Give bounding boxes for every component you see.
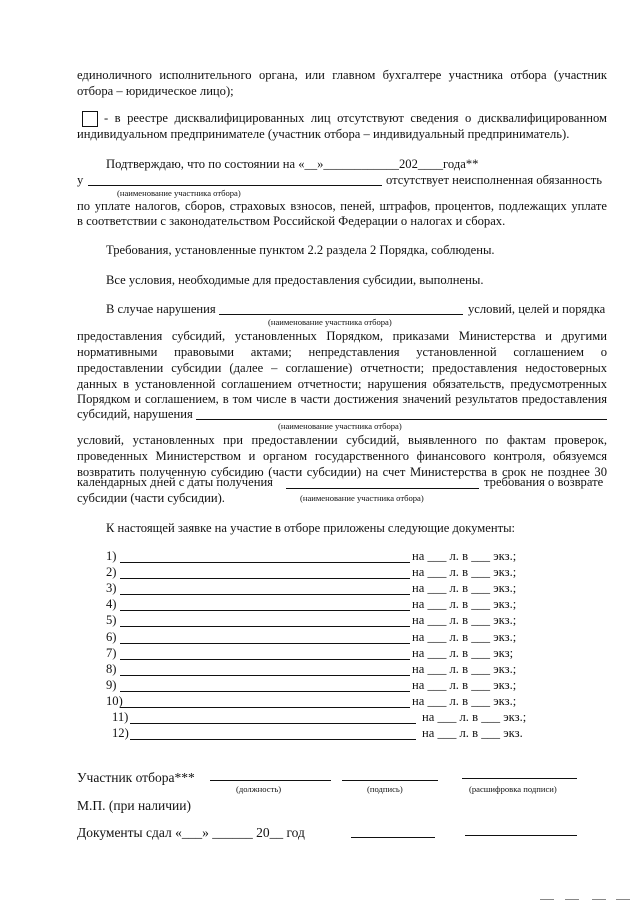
document-name-field[interactable] <box>130 723 416 724</box>
participant-label: Участник отбора*** <box>77 770 195 785</box>
document-name-field[interactable] <box>120 643 410 644</box>
paragraph-line: в соответствии с законодательством Российской Федерации о налогах и сборах. <box>77 214 506 228</box>
violation-participant-field-2[interactable] <box>196 419 607 420</box>
scan-mark <box>565 899 579 900</box>
document-pages-copies: на ___ л. в ___ экз.; <box>422 710 527 724</box>
signature-caption: (подпись) <box>367 784 403 794</box>
confirmation-date-line: Подтверждаю, что по состоянии на «__»____________202____года** <box>106 157 479 171</box>
document-pages-copies: на ___ л. в ___ экз.; <box>412 677 517 692</box>
document-pages-copies: на ___ л. в ___ экз.; <box>412 629 517 644</box>
field-caption: (наименование участника отбора) <box>300 493 424 503</box>
submitted-decoding-field[interactable] <box>465 835 577 836</box>
paragraph-line: данных в установленной соглашением отчетности; нарушения обязательств, предусмотренных <box>77 377 607 391</box>
conditions-statement: Все условия, необходимые для предоставления субсидии, выполнены. <box>106 273 484 287</box>
document-pages-copies: на ___ л. в ___ экз.; <box>412 661 517 676</box>
paragraph-line: субсидий, нарушения <box>77 407 193 421</box>
document-number: 9) <box>106 677 117 692</box>
paragraph-line: нормативными правовыми актами; непредставления установленной соглашением о <box>77 345 607 359</box>
paragraph-line: проведенных Министерством и органом государственного финансового контроля, обязуемся <box>77 449 607 463</box>
requirements-statement: Требования, установленные пунктом 2.2 раздела 2 Порядка, соблюдены. <box>106 243 495 257</box>
document-name-field[interactable] <box>120 578 410 579</box>
confirmation-absent: отсутствует неисполненная обязанность <box>386 173 602 187</box>
signature-field[interactable] <box>342 780 438 781</box>
document-name-field[interactable] <box>130 739 416 740</box>
document-number: 1) <box>106 549 117 563</box>
document-name-field[interactable] <box>120 675 410 676</box>
violation-end: условий, целей и порядка <box>468 302 606 316</box>
document-name-field[interactable] <box>120 707 410 708</box>
field-caption: (наименование участника отбора) <box>117 188 241 198</box>
document-name-field[interactable] <box>120 626 410 627</box>
submitted-line: Документы сдал «___» ______ 20__ год <box>77 825 305 840</box>
paragraph-line: календарных дней с даты получения <box>77 475 273 489</box>
violation-participant-field[interactable] <box>219 314 463 315</box>
paragraph-line: субсидии (части субсидии). <box>77 491 225 505</box>
participant-name-field[interactable] <box>88 185 382 186</box>
document-pages-copies: на ___ л. в ___ экз.; <box>412 565 517 580</box>
claim-date-field[interactable] <box>286 488 479 489</box>
attached-heading: К настоящей заявке на участие в отборе приложены следующие документы: <box>106 521 516 535</box>
paragraph-line: отбора – юридическое лицо); <box>77 84 234 98</box>
document-number: 12) <box>112 726 129 741</box>
submitted-signature-field[interactable] <box>351 837 435 838</box>
paragraph-line: единоличного исполнительного органа, или главном бухгалтере участника отбора (участник <box>77 68 607 82</box>
document-pages-copies: на ___ л. в ___ экз. <box>422 726 523 741</box>
document-name-field[interactable] <box>120 691 410 692</box>
document-name-field[interactable] <box>120 594 410 595</box>
confirmation-u: у <box>77 173 84 187</box>
document-pages-copies: на ___ л. в ___ экз.; <box>412 693 517 708</box>
document-number: 4) <box>106 597 117 612</box>
field-caption: (наименование участника отбора) <box>268 317 392 327</box>
document-number: 7) <box>106 645 117 660</box>
document-number: 10) <box>106 693 123 708</box>
paragraph-line: предоставлении субсидии (далее – соглашение) отчетности; предоставления недостоверных <box>77 361 607 375</box>
paragraph-line: предоставления субсидий, установленных Порядком, приказами Министерства и другими <box>77 329 607 343</box>
paragraph-line: индивидуальном предпринимателе (участник отбора – индивидуальный предприниматель). <box>77 127 570 141</box>
scan-mark <box>592 899 606 900</box>
stamp-label: М.П. (при наличии) <box>77 798 191 813</box>
document-name-field[interactable] <box>120 562 410 563</box>
position-caption: (должность) <box>236 784 282 794</box>
field-caption: (наименование участника отбора) <box>278 421 402 431</box>
document-name-field[interactable] <box>120 610 410 611</box>
document-number: 2) <box>106 565 117 580</box>
position-field[interactable] <box>210 780 331 781</box>
disqualified-checkbox[interactable] <box>82 111 98 127</box>
paragraph-line: по уплате налогов, сборов, страховых взносов, пеней, штрафов, процентов, подлежащих уплате <box>77 199 607 213</box>
document-name-field[interactable] <box>120 659 410 660</box>
paragraph-line: требования о возврате <box>484 475 604 489</box>
decoding-field[interactable] <box>462 778 577 779</box>
violation-start: В случае нарушения <box>106 302 216 316</box>
scan-mark <box>616 899 630 900</box>
document-pages-copies: на ___ л. в ___ экз; <box>412 645 514 660</box>
paragraph-line: возвратить полученную субсидию (части субсидии) на счет Министерства в срок не позднее 30 <box>77 465 607 479</box>
document-number: 6) <box>106 629 117 644</box>
paragraph-line: условий, установленных при предоставлении субсидий, выявленного по фактам проверок, <box>77 433 607 447</box>
scan-mark <box>540 899 554 900</box>
document-pages-copies: на ___ л. в ___ экз.; <box>412 613 517 628</box>
document-pages-copies: на ___ л. в ___ экз.; <box>412 597 517 612</box>
document-number: 8) <box>106 661 117 676</box>
document-number: 3) <box>106 581 117 596</box>
decoding-caption: (расшифровка подписи) <box>469 784 557 794</box>
document-pages-copies: на ___ л. в ___ экз.; <box>412 549 517 563</box>
document-number: 5) <box>106 613 117 628</box>
paragraph-line: Порядком и соглашением, в том числе в части достижения значений результатов предоставления <box>77 392 607 406</box>
document-pages-copies: на ___ л. в ___ экз.; <box>412 581 517 596</box>
paragraph-line: - в реестре дисквалифицированных лиц отсутствуют сведения о дисквалифицированном <box>104 111 607 125</box>
document-number: 11) <box>112 710 129 724</box>
